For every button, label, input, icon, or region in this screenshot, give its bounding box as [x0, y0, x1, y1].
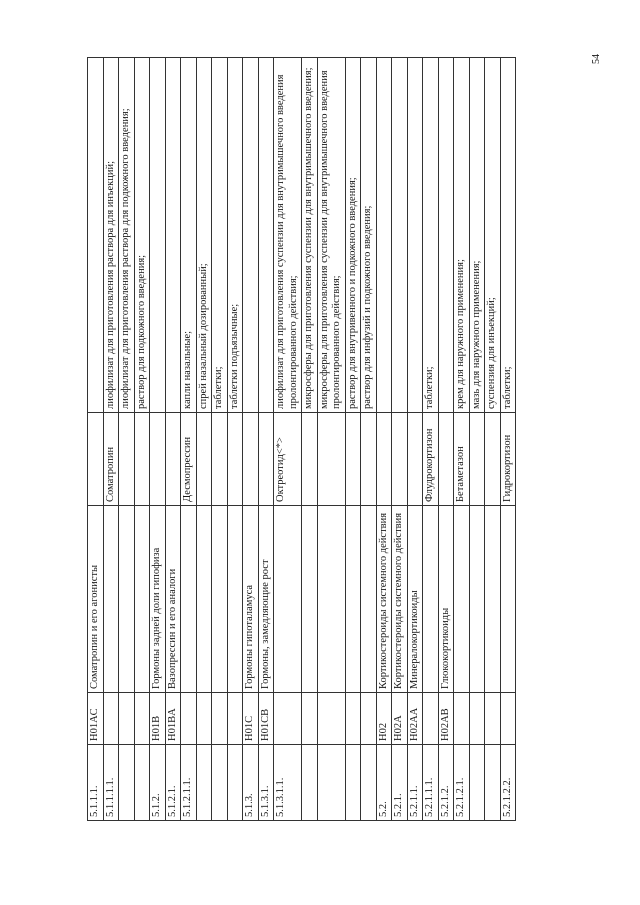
row-code-cell: [302, 745, 318, 821]
row-code-cell: 5.1.1.1.: [88, 745, 104, 821]
atc-code-cell: [485, 693, 501, 745]
row-code-cell: [212, 745, 228, 821]
dosage-form-cell: мазь для наружного применения;: [469, 58, 485, 413]
dosage-form-cell: [376, 58, 392, 413]
row-code-cell: 5.1.2.1.: [165, 745, 181, 821]
drug-name-cell: Октреотид<*>: [274, 413, 302, 506]
atc-code-cell: H02AB: [438, 693, 454, 745]
row-code-cell: [317, 745, 345, 821]
drug-list-table-body: [88, 58, 516, 821]
atc-code-cell: [119, 693, 135, 745]
atc-code-cell: [274, 693, 302, 745]
table-row: [134, 58, 150, 821]
drug-name-cell: [345, 413, 361, 506]
table-row: [454, 58, 470, 821]
group-name-cell: [361, 506, 377, 693]
dosage-form-cell: спрей назальный дозированный;: [196, 58, 212, 413]
row-code-cell: [227, 745, 243, 821]
row-code-cell: 5.1.2.: [150, 745, 166, 821]
group-name-cell: Кортикостероиды системного действия: [376, 506, 392, 693]
group-name-cell: [500, 506, 516, 693]
table-row: [212, 58, 228, 821]
dosage-form-cell: суспензия для инъекций;: [485, 58, 501, 413]
atc-code-cell: [103, 693, 119, 745]
row-code-cell: [345, 745, 361, 821]
atc-code-cell: [134, 693, 150, 745]
atc-code-cell: H01B: [150, 693, 166, 745]
table-row: [438, 58, 454, 821]
table-row: [103, 58, 119, 821]
atc-code-cell: H01C: [243, 693, 259, 745]
group-name-cell: Гормоны, замедляющие рост: [258, 506, 274, 693]
dosage-form-cell: таблетки подъязычные;: [227, 58, 243, 413]
table-row: [345, 58, 361, 821]
group-name-cell: Соматропин и его агонисты: [88, 506, 104, 693]
row-code-cell: 5.2.: [376, 745, 392, 821]
group-name-cell: [423, 506, 439, 693]
atc-code-cell: H02: [376, 693, 392, 745]
drug-name-cell: [302, 413, 318, 506]
group-name-cell: [212, 506, 228, 693]
drug-name-cell: [392, 413, 408, 506]
group-name-cell: Глюкокортикоиды: [438, 506, 454, 693]
row-code-cell: [196, 745, 212, 821]
group-name-cell: [103, 506, 119, 693]
row-code-cell: [134, 745, 150, 821]
row-code-cell: [361, 745, 377, 821]
group-name-cell: [227, 506, 243, 693]
row-code-cell: [119, 745, 135, 821]
table-row: [302, 58, 318, 821]
drug-name-cell: [317, 413, 345, 506]
dosage-form-cell: микросферы для приготовления суспензии для внутримышечного введения;: [302, 58, 318, 413]
table-row: [407, 58, 423, 821]
drug-name-cell: [150, 413, 166, 506]
dosage-form-cell: [392, 58, 408, 413]
group-name-cell: Гормоны гипоталамуса: [243, 506, 259, 693]
page-number: 54: [591, 54, 602, 64]
row-code-cell: 5.1.3.1.: [258, 745, 274, 821]
group-name-cell: [317, 506, 345, 693]
table-row: [243, 58, 259, 821]
row-code-cell: 5.2.1.1.1.: [423, 745, 439, 821]
atc-code-cell: H01AC: [88, 693, 104, 745]
table-row: [317, 58, 345, 821]
drug-name-cell: [258, 413, 274, 506]
dosage-form-cell: лиофилизат для приготовления раствора для инъекций;: [103, 58, 119, 413]
dosage-form-cell: раствор для инфузий и подкожного введения;: [361, 58, 377, 413]
atc-code-cell: [302, 693, 318, 745]
dosage-form-cell: [407, 58, 423, 413]
table-row: [500, 58, 516, 821]
dosage-form-cell: раствор для подкожного введения;: [134, 58, 150, 413]
atc-code-cell: [500, 693, 516, 745]
row-code-cell: 5.1.3.1.1.: [274, 745, 302, 821]
table-row: [196, 58, 212, 821]
atc-code-cell: [423, 693, 439, 745]
drug-name-cell: [165, 413, 181, 506]
dosage-form-cell: микросферы для приготовления суспензии для внутримышечного введения пролонгированного действия;: [317, 58, 345, 413]
table-row: [485, 58, 501, 821]
table-row: [376, 58, 392, 821]
atc-code-cell: H01BA: [165, 693, 181, 745]
drug-name-cell: Гидрокортизон: [500, 413, 516, 506]
drug-name-cell: [376, 413, 392, 506]
table-row: [469, 58, 485, 821]
drug-name-cell: [196, 413, 212, 506]
drug-name-cell: [361, 413, 377, 506]
table-row: [150, 58, 166, 821]
dosage-form-cell: крем для наружного применения;: [454, 58, 470, 413]
table-row: [361, 58, 377, 821]
table-row: [119, 58, 135, 821]
atc-code-cell: [345, 693, 361, 745]
group-name-cell: [485, 506, 501, 693]
group-name-cell: [454, 506, 470, 693]
group-name-cell: [181, 506, 197, 693]
drug-name-cell: [88, 413, 104, 506]
drug-name-cell: [243, 413, 259, 506]
drug-name-cell: [407, 413, 423, 506]
dosage-form-cell: лиофилизат для приготовления суспензии для внутримышечного введения пролонгированного действия;: [274, 58, 302, 413]
table-row: [258, 58, 274, 821]
dosage-form-cell: [258, 58, 274, 413]
drug-name-cell: [119, 413, 135, 506]
table-row: [392, 58, 408, 821]
atc-code-cell: [196, 693, 212, 745]
drug-name-cell: Соматропин: [103, 413, 119, 506]
table-row: [423, 58, 439, 821]
row-code-cell: 5.1.1.1.1.: [103, 745, 119, 821]
atc-code-cell: [181, 693, 197, 745]
dosage-form-cell: [165, 58, 181, 413]
drug-name-cell: [212, 413, 228, 506]
dosage-form-cell: [150, 58, 166, 413]
rotated-table-container: [87, 58, 541, 821]
atc-code-cell: [454, 693, 470, 745]
row-code-cell: 5.2.1.1.: [407, 745, 423, 821]
atc-code-cell: H02A: [392, 693, 408, 745]
group-name-cell: Кортикостероиды системного действия: [392, 506, 408, 693]
group-name-cell: [345, 506, 361, 693]
dosage-form-cell: капли назальные;: [181, 58, 197, 413]
dosage-form-cell: раствор для внутривенного и подкожного введения;: [345, 58, 361, 413]
drug-name-cell: [469, 413, 485, 506]
drug-name-cell: Десмопрессин: [181, 413, 197, 506]
row-code-cell: 5.1.2.1.1.: [181, 745, 197, 821]
dosage-form-cell: [243, 58, 259, 413]
atc-code-cell: [212, 693, 228, 745]
drug-name-cell: [485, 413, 501, 506]
atc-code-cell: [227, 693, 243, 745]
group-name-cell: Минералокортикоиды: [407, 506, 423, 693]
drug-name-cell: [227, 413, 243, 506]
group-name-cell: [134, 506, 150, 693]
atc-code-cell: H02AA: [407, 693, 423, 745]
atc-code-cell: [469, 693, 485, 745]
dosage-form-cell: [438, 58, 454, 413]
table-row: [227, 58, 243, 821]
dosage-form-cell: лиофилизат для приготовления раствора для подкожного введения;: [119, 58, 135, 413]
group-name-cell: [469, 506, 485, 693]
atc-code-cell: [361, 693, 377, 745]
row-code-cell: [485, 745, 501, 821]
drug-name-cell: [134, 413, 150, 506]
group-name-cell: [302, 506, 318, 693]
dosage-form-cell: [88, 58, 104, 413]
group-name-cell: Гормоны задней доли гипофиза: [150, 506, 166, 693]
row-code-cell: 5.2.1.: [392, 745, 408, 821]
table-row: [181, 58, 197, 821]
drug-name-cell: [438, 413, 454, 506]
atc-code-cell: [317, 693, 345, 745]
group-name-cell: [119, 506, 135, 693]
group-name-cell: Вазопрессин и его аналоги: [165, 506, 181, 693]
atc-code-cell: H01CB: [258, 693, 274, 745]
row-code-cell: 5.2.1.2.: [438, 745, 454, 821]
dosage-form-cell: таблетки;: [500, 58, 516, 413]
drug-name-cell: Флудрокортизон: [423, 413, 439, 506]
table-row: [165, 58, 181, 821]
dosage-form-cell: таблетки;: [423, 58, 439, 413]
dosage-form-cell: таблетки;: [212, 58, 228, 413]
row-code-cell: 5.2.1.2.2.: [500, 745, 516, 821]
group-name-cell: [196, 506, 212, 693]
table-row: [88, 58, 104, 821]
table-row: [274, 58, 302, 821]
row-code-cell: [469, 745, 485, 821]
row-code-cell: 5.1.3.: [243, 745, 259, 821]
row-code-cell: 5.2.1.2.1.: [454, 745, 470, 821]
group-name-cell: [274, 506, 302, 693]
drug-list-table: [87, 57, 516, 821]
drug-name-cell: Бетаметазон: [454, 413, 470, 506]
